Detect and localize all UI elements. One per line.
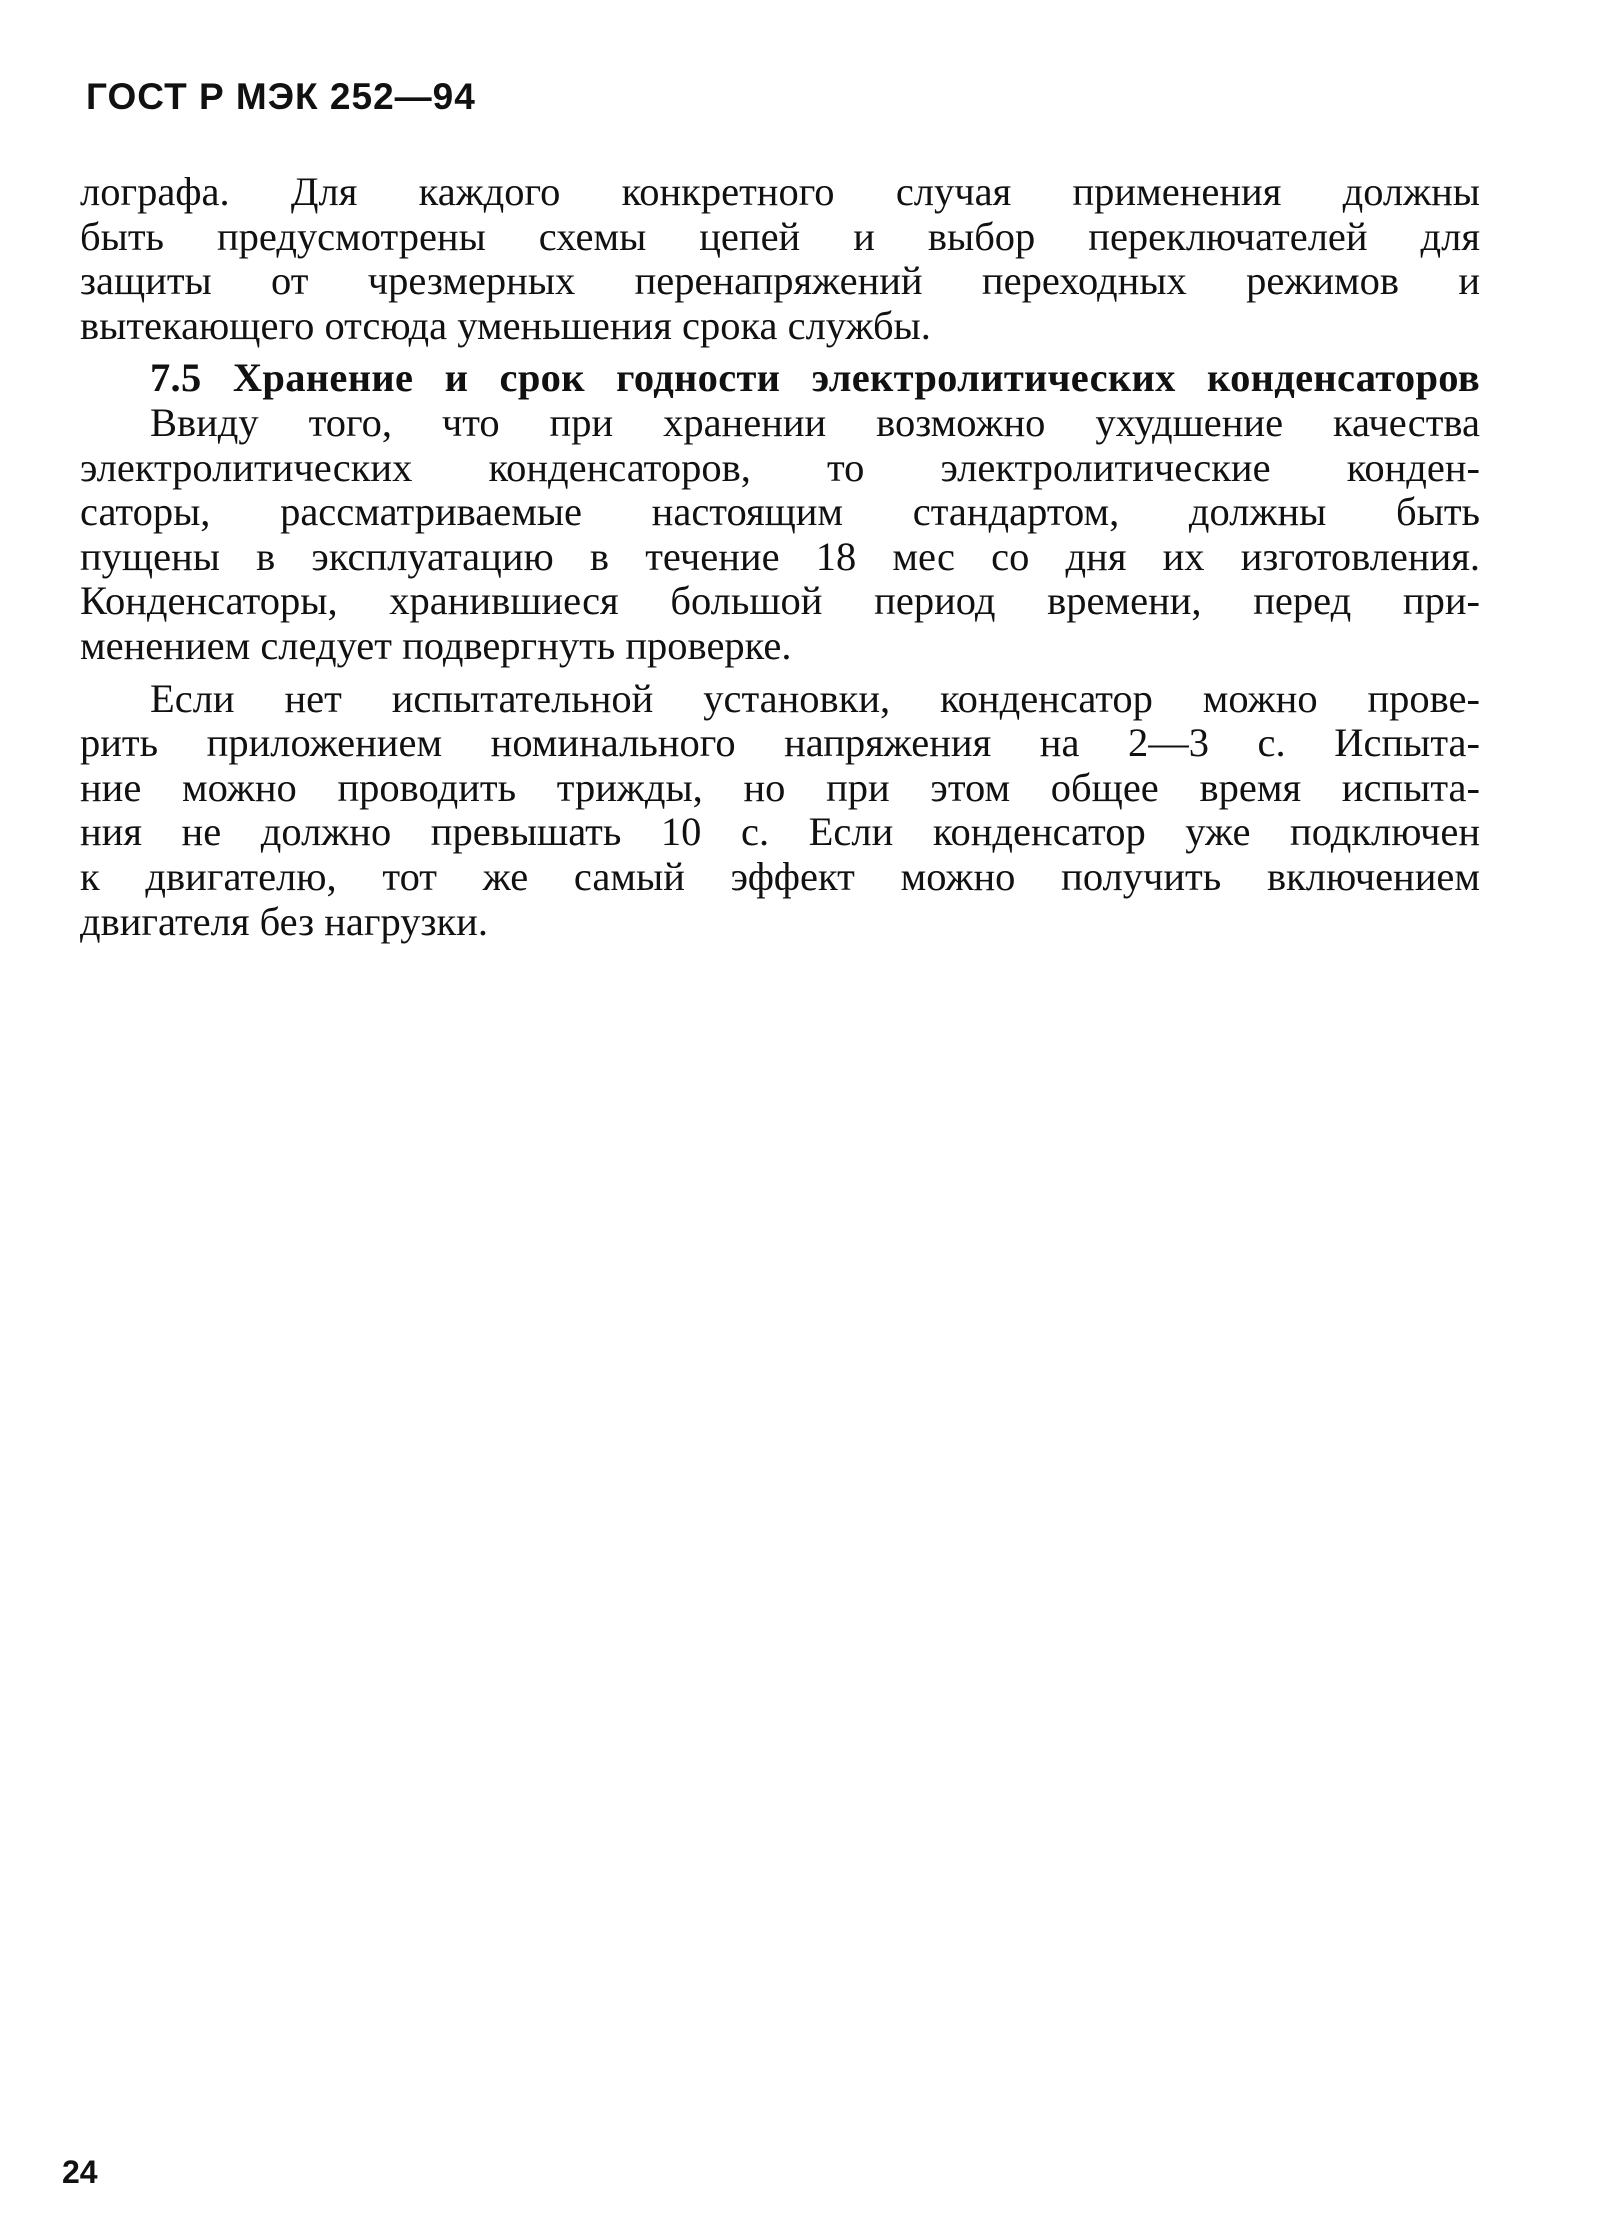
text-line: быть предусмотрены схемы цепей и выбор переключателей для [80, 213, 1480, 259]
text-line: менением следует подвергнуть проверке. [80, 622, 792, 668]
text-line: Ввиду того, что при хранении возможно ухудшение качества [150, 399, 1480, 445]
text-line: к двигателю, тот же самый эффект можно получить включением [80, 853, 1480, 899]
text-line: двигателя без нагрузки. [80, 898, 488, 944]
text-line: вытекающего отсюда уменьшения срока службы. [80, 302, 931, 348]
text-line: Если нет испытательной установки, конденсатор можно прове- [150, 675, 1480, 721]
section-heading: 7.5 Хранение и срок годности электролитических конденсаторов [150, 355, 1480, 401]
text-line: лографа. Для каждого конкретного случая применения должны [80, 169, 1480, 214]
page-number: 24 [62, 2154, 98, 2190]
text-line: Конденсаторы, хранившиеся большой период времени, перед при- [80, 578, 1480, 624]
text-line: рить приложением номинального напряжения на 2—3 с. Испыта- [80, 720, 1480, 766]
document-header: ГОСТ Р МЭК 252—94 [86, 76, 476, 117]
text-line: саторы, рассматриваемые настоящим стандартом, должны быть [80, 489, 1480, 535]
text-line: защиты от чрезмерных перенапряжений переходных режимов и [80, 258, 1480, 304]
body-text [80, 170, 1480, 944]
text-line: ние можно проводить трижды, но при этом общее время испыта- [80, 764, 1480, 810]
text-line: пущены в эксплуатацию в течение 18 мес со дня их изготовления. [80, 533, 1480, 579]
text-line: электролитических конденсаторов, то электролитические конден- [80, 444, 1480, 490]
text-line: ния не должно превышать 10 с. Если конденсатор уже подключен [80, 809, 1480, 855]
